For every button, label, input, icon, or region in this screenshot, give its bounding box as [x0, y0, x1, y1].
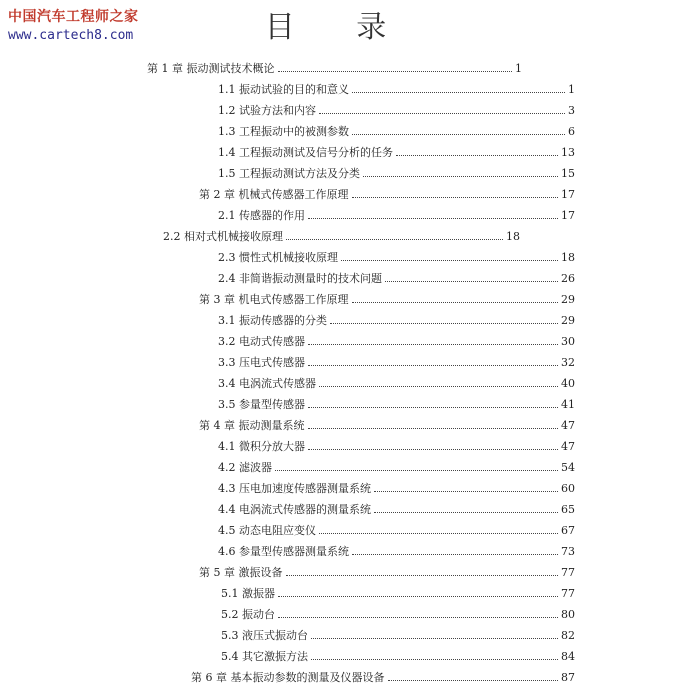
- toc-entry[interactable]: [221, 627, 575, 647]
- toc-entry[interactable]: [218, 375, 575, 395]
- toc-entry-page: 26: [561, 272, 575, 285]
- toc-leader-dots: [319, 525, 558, 534]
- toc-leader-dots: [311, 651, 558, 660]
- toc-entry[interactable]: [191, 669, 575, 689]
- toc-entry-title: 4.5 动态电阻应变仪: [218, 524, 316, 537]
- toc-entry-title: 1.5 工程振动测试方法及分类: [218, 167, 360, 180]
- toc-leader-dots: [363, 168, 558, 177]
- toc-entry-title: 3.5 参量型传感器: [218, 398, 305, 411]
- toc-entry[interactable]: [147, 60, 522, 80]
- toc-entry[interactable]: [221, 585, 575, 605]
- toc-entry[interactable]: [218, 123, 575, 143]
- toc-entry-page: 1: [568, 83, 575, 96]
- toc-entry-page: 65: [561, 503, 575, 516]
- toc-entry-page: 47: [561, 419, 575, 432]
- watermark-url: www.cartech8.com: [8, 28, 134, 43]
- toc-entry[interactable]: [218, 396, 575, 416]
- toc-entry-page: 6: [568, 125, 575, 138]
- toc-leader-dots: [278, 63, 513, 72]
- toc-entry-title: 第 5 章 激振设备: [199, 566, 283, 579]
- toc-entry[interactable]: [218, 354, 575, 374]
- toc-entry[interactable]: [199, 291, 575, 311]
- toc-leader-dots: [308, 399, 558, 408]
- toc-entry-page: 17: [561, 209, 575, 222]
- toc-entry-title: 5.4 其它激振方法: [221, 650, 308, 663]
- toc-entry[interactable]: [218, 543, 575, 563]
- toc-entry-title: 第 2 章 机械式传感器工作原理: [199, 188, 349, 201]
- toc-entry-page: 32: [561, 356, 575, 369]
- toc-entry-page: 29: [561, 293, 575, 306]
- toc-leader-dots: [278, 609, 558, 618]
- toc-entry-title: 5.2 振动台: [221, 608, 275, 621]
- toc-entry[interactable]: [218, 459, 575, 479]
- toc-leader-dots: [319, 105, 565, 114]
- toc-entry-page: 41: [561, 398, 575, 411]
- toc-entry-title: 第 3 章 机电式传感器工作原理: [199, 293, 349, 306]
- toc-leader-dots: [308, 357, 558, 366]
- toc-entry-title: 4.2 滤波器: [218, 461, 272, 474]
- toc-entry[interactable]: [218, 81, 575, 101]
- toc-entry-title: 3.3 压电式传感器: [218, 356, 305, 369]
- toc-leader-dots: [352, 189, 559, 198]
- toc-entry-title: 2.1 传感器的作用: [218, 209, 305, 222]
- toc-leader-dots: [396, 147, 558, 156]
- toc-entry[interactable]: [218, 102, 575, 122]
- toc-leader-dots: [308, 210, 558, 219]
- toc-entry[interactable]: [218, 438, 575, 458]
- toc-leader-dots: [286, 567, 559, 576]
- toc-entry[interactable]: [221, 606, 575, 626]
- toc-entry-title: 4.1 微积分放大器: [218, 440, 305, 453]
- toc-leader-dots: [311, 630, 558, 639]
- toc-leader-dots: [352, 84, 565, 93]
- toc-leader-dots: [308, 336, 558, 345]
- toc-entry[interactable]: [218, 249, 575, 269]
- toc-entry-page: 47: [561, 440, 575, 453]
- toc-entry-page: 87: [561, 671, 575, 684]
- toc-entry-page: 29: [561, 314, 575, 327]
- toc-leader-dots: [388, 672, 559, 681]
- toc-entry-title: 2.3 惯性式机械接收原理: [218, 251, 338, 264]
- toc-entry[interactable]: [218, 501, 575, 521]
- toc-entry-title: 5.3 液压式振动台: [221, 629, 308, 642]
- toc-entry-title: 2.2 相对式机械接收原理: [163, 230, 283, 243]
- toc-entry-title: 3.4 电涡流式传感器: [218, 377, 316, 390]
- toc-entry-title: 3.1 振动传感器的分类: [218, 314, 327, 327]
- toc-leader-dots: [308, 441, 558, 450]
- toc-entry-title: 4.6 参量型传感器测量系统: [218, 545, 349, 558]
- toc-leader-dots: [352, 546, 558, 555]
- watermark-name: 中国汽车工程师之家: [8, 9, 139, 25]
- toc-entry-page: 1: [515, 62, 522, 75]
- toc-entry[interactable]: [221, 648, 575, 668]
- toc-entry-page: 30: [561, 335, 575, 348]
- toc-entry-page: 82: [561, 629, 575, 642]
- toc-entry-title: 第 4 章 振动测量系统: [199, 419, 305, 432]
- toc-entry-page: 60: [561, 482, 575, 495]
- toc-entry-title: 1.3 工程振动中的被测参数: [218, 125, 349, 138]
- toc-entry-title: 1.1 振动试验的目的和意义: [218, 83, 349, 96]
- toc-leader-dots: [275, 462, 558, 471]
- toc-leader-dots: [308, 420, 559, 429]
- toc-entry-page: 18: [506, 230, 520, 243]
- toc-leader-dots: [385, 273, 558, 282]
- toc-leader-dots: [319, 378, 558, 387]
- toc-entry-title: 4.4 电涡流式传感器的测量系统: [218, 503, 371, 516]
- toc-entry[interactable]: [218, 480, 575, 500]
- toc-entry-title: 4.3 压电加速度传感器测量系统: [218, 482, 371, 495]
- toc-entry-page: 40: [561, 377, 575, 390]
- toc-entry[interactable]: [218, 207, 575, 227]
- toc-entry[interactable]: [163, 228, 520, 248]
- toc-entry[interactable]: [218, 165, 575, 185]
- toc-entry-page: 77: [561, 587, 575, 600]
- toc-entry-title: 第 1 章 振动测试技术概论: [147, 62, 275, 75]
- toc-entry[interactable]: [218, 312, 575, 332]
- toc-entry-page: 77: [561, 566, 575, 579]
- toc-entry-page: 54: [561, 461, 575, 474]
- toc-entry-page: 18: [561, 251, 575, 264]
- toc-entry[interactable]: [218, 522, 575, 542]
- toc-entry-title: 5.1 激振器: [221, 587, 275, 600]
- page-title: 目 录: [264, 10, 413, 45]
- toc-entry[interactable]: [199, 186, 575, 206]
- toc-entry-page: 3: [568, 104, 575, 117]
- toc-leader-dots: [374, 504, 558, 513]
- toc-entry-page: 73: [561, 545, 575, 558]
- toc-entry-page: 17: [561, 188, 575, 201]
- toc-leader-dots: [278, 588, 558, 597]
- toc-leader-dots: [330, 315, 558, 324]
- toc-leader-dots: [286, 231, 503, 240]
- toc-entry-page: 13: [561, 146, 575, 159]
- toc-entry-title: 3.2 电动式传感器: [218, 335, 305, 348]
- toc-entry[interactable]: [218, 333, 575, 353]
- toc-entry-title: 2.4 非简谐振动测量时的技术问题: [218, 272, 382, 285]
- toc-entry-title: 1.4 工程振动测试及信号分析的任务: [218, 146, 393, 159]
- toc-entry-title: 第 6 章 基本振动参数的测量及仪器设备: [191, 671, 385, 684]
- toc-leader-dots: [341, 252, 558, 261]
- toc-entry[interactable]: [218, 144, 575, 164]
- toc-entry-page: 15: [561, 167, 575, 180]
- toc-entry[interactable]: [218, 270, 575, 290]
- toc-entry-page: 67: [561, 524, 575, 537]
- toc-entry-page: 84: [561, 650, 575, 663]
- toc-leader-dots: [352, 294, 559, 303]
- toc-entry-title: 1.2 试验方法和内容: [218, 104, 316, 117]
- toc-leader-dots: [374, 483, 558, 492]
- toc-entry[interactable]: [199, 417, 575, 437]
- toc-entry[interactable]: [199, 564, 575, 584]
- toc-entry-page: 80: [561, 608, 575, 621]
- toc-leader-dots: [352, 126, 565, 135]
